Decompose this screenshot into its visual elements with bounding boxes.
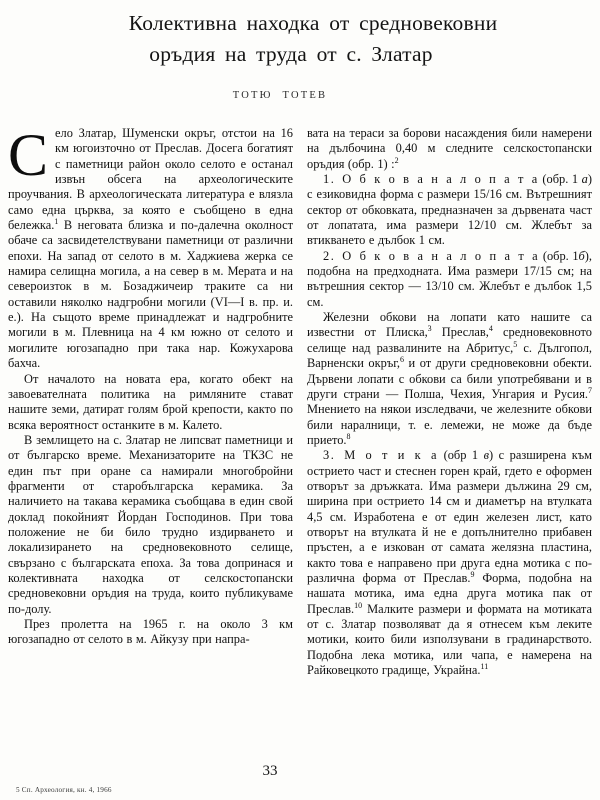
page-title-line-2: оръдия на труда от с. Златар xyxy=(149,42,433,66)
footnote-ref-10: 10 xyxy=(354,600,363,610)
footnote-ref-6: 6 xyxy=(400,355,405,365)
parallels-text-b: Преслав, xyxy=(431,325,489,340)
footnote-ref-4: 4 xyxy=(488,324,493,334)
journal-imprint-note: 5 Сп. Археология, кн. 4, 1966 xyxy=(16,786,112,794)
right-column xyxy=(307,126,592,678)
footnote-ref-11: 11 xyxy=(480,661,489,671)
item-1-spade-fitting xyxy=(307,172,592,249)
title-block xyxy=(0,0,600,101)
item-3-hoe xyxy=(307,448,592,678)
item-2-figure-letter: б xyxy=(578,248,585,263)
item-3-description: ) с разширена към острието част и стеснен горен край, гдето е оформен отворът за дръжката. Има размери дължина 29 см, ширина при острието 14 см и диаметър на втулката 4,5 см. Изработена е от един железен лист, като отворът на втулката й не е допълнително прибавен пръстен, а е изкован от самата желязна пластина, както това е направено при друга една мотика с по-различна форма от Преслав. xyxy=(307,448,593,585)
parallels-text-c: средновековното селище над развалините на Абритус, xyxy=(307,325,592,355)
item-3-description-3: Малките размери и формата на мотиката от с. Златар позволяват да я отнесем към леките мотики, които били използувани в градинарството. Подобна лека мотика, или чапа, е намерена на Райковецкото градище, Украйна. xyxy=(307,601,592,678)
item-1-figure-letter: а xyxy=(581,172,588,187)
footnote-ref-8: 8 xyxy=(346,431,351,441)
paragraph-roman-era: От началото на новата ера, когато обект на завоевателната политика на римляните стават нашите земи, датират голям брой крепости, както по всяка вероятност останките в м. Калето. xyxy=(8,371,293,432)
item-3-description-2: Форма, подобна на нашата мотика, има една друга мотика пак от Преслав. xyxy=(307,570,592,616)
footnote-ref-9: 9 xyxy=(470,569,475,579)
item-2-figure-ref: (обр. 1 xyxy=(539,248,579,263)
parallels-text-e: и от други средновековни обекти. Дървени лопати с обкови са били употребявани и в други страни — Полша, Чехия, Унгария и Русия. xyxy=(307,356,592,401)
paragraph-find-context xyxy=(307,126,592,172)
parallels-text-d: с. Дългопол, Варненски окръг, xyxy=(307,340,592,371)
paragraph-intro-cont: В неговата близка и по-далечна околност обаче са засвидетелствувани паметници от различни епохи. На запад от селото в м. Хаджиева жерка се намира селищна могила, а на север в м. Мерата и на североизток в м. Бозаджичеир траките са ни оставили няколко надгробни могили (VI—I в. пр. и. е.). На същото време принадлежат и надгробните могили в м. Плевница на 4 км южно от селото и могилите югозападно при така нар. Кожухарова бахча. xyxy=(8,218,293,371)
parallels-text-a: Железни обкови на лопати като нашите са известни от Плиска, xyxy=(307,310,592,340)
author-byline: ТОТЮ ТОТЕВ xyxy=(232,90,328,101)
item-1-label: 1. О б к о в а н а л о п а т а xyxy=(323,172,539,187)
paragraph-intro-text: ело Златар, Шуменски окръг, отстои на 16 км югоизточно от Преслав. Досега богатият с паметници район около селото е останал извън обсега на археологическите проучвания. В археологическата литература е влязла само една църква, за която е съобщено в една бележка. xyxy=(8,126,293,233)
footnote-ref-2: 2 xyxy=(394,155,399,165)
drop-cap: С xyxy=(8,122,49,188)
item-1-figure-ref: (обр. 1 xyxy=(538,172,582,187)
item-1-description: ) с езиковидна форма с размери 15/16 см. Вътрешният сектор от обковката, предназначен за дървената част от лопатата, има размери 12/10 см. Жлебът за втикването е дълбок 1 см. xyxy=(307,172,592,248)
item-3-figure-ref: (обр 1 xyxy=(438,448,484,463)
item-2-spade-fitting xyxy=(307,249,592,310)
item-3-figure-letter: в xyxy=(483,448,490,463)
page-footer xyxy=(0,754,600,800)
left-column xyxy=(8,122,293,678)
footnote-ref-3: 3 xyxy=(427,324,432,334)
item-2-description: ), подобна на предходната. Има размери 17/15 см; на вътрешния сектор — 13/10 см. Жлебът е дълбок 1,5 см. xyxy=(307,248,592,309)
paragraph-intro xyxy=(8,122,293,372)
paragraph-parallels xyxy=(307,310,592,448)
page-title-line-1: Колективна находка от средновековни xyxy=(128,11,498,35)
paragraph-bulgarian-era: В землището на с. Златар не липсват паметници и от българско време. Механизаторите на ТКЗС не един път при оране са намирали многобройни фрагменти от старобългарска керамика. За наличието на такава керамика съобщава в един свой доклад покойният Йордан Господинов. При това положение не би било трудно издирването и локализирането на средновековното селище, свързано с българската епоха. За това допринася и колективната находка от селскостопански средновековни оръдия на труда, които публикуваме по-долу. xyxy=(8,432,293,616)
page-number: 33 xyxy=(262,763,278,779)
item-2-label: 2. О б к о в а н а л о п а т а xyxy=(323,248,540,263)
footnote-ref-7: 7 xyxy=(588,385,592,395)
item-3-label: 3. М о т и к а xyxy=(323,448,439,463)
paragraph-find-context-text: вата на тераси за борови насаждения били намерени на дълбочина 0,40 м следните селскостопански оръдия (обр. 1) : xyxy=(307,126,592,171)
parallels-text-f: Мнението на някои изследвачи, че железните обкови били наралници, т. е. лемежи, не може да бъде прието. xyxy=(307,402,592,447)
footnote-ref-5: 5 xyxy=(513,339,518,349)
paragraph-discovery: През пролетта на 1965 г. на около 3 км югозападно от селото в м. Айкузу при напра- xyxy=(8,617,293,647)
footnote-ref-1: 1 xyxy=(54,216,59,226)
body-columns xyxy=(8,122,593,678)
